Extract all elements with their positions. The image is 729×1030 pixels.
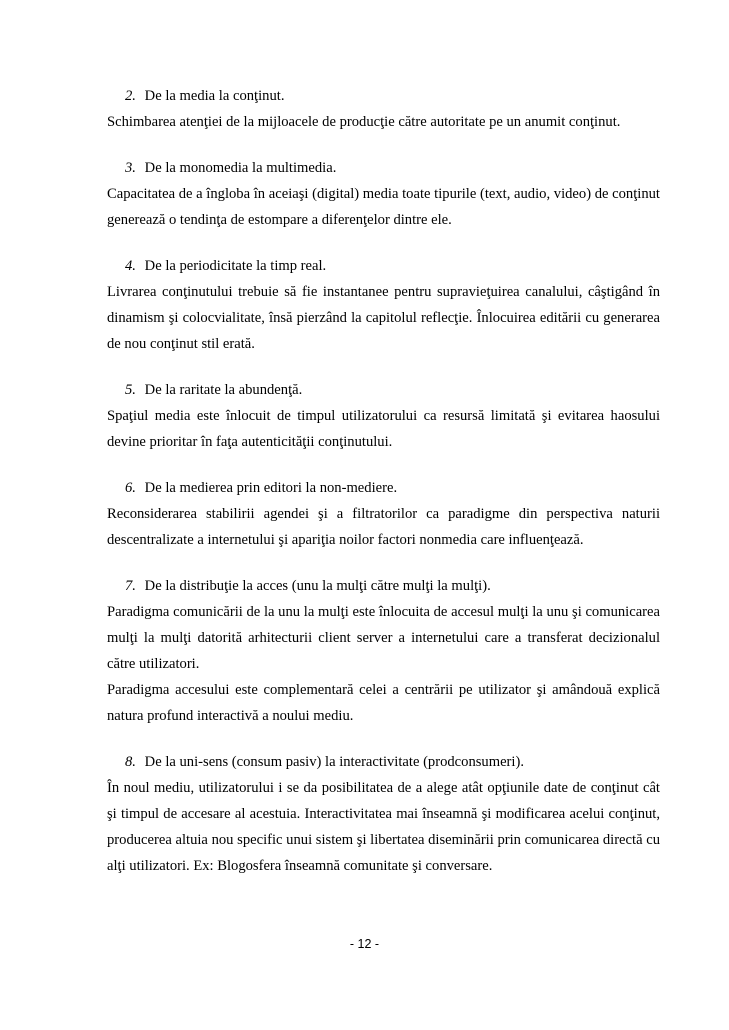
section-title: De la raritate la abundenţă. bbox=[144, 382, 303, 398]
section-number: 2. bbox=[125, 88, 136, 104]
section-title: De la medierea prin editori la non-mediere. bbox=[144, 480, 398, 496]
section-paragraph: Paradigma accesului este complementară celei a centrării pe utilizator şi amândouă explică natura profund interactivă a noului mediu. bbox=[107, 682, 660, 724]
section-5 bbox=[107, 378, 660, 455]
section-heading bbox=[107, 574, 660, 599]
section-title: De la monomedia la multimedia. bbox=[144, 160, 337, 176]
section-heading bbox=[107, 84, 660, 109]
section-heading bbox=[107, 476, 660, 501]
section-2 bbox=[107, 84, 660, 135]
section-number: 4. bbox=[125, 258, 136, 274]
section-number: 8. bbox=[125, 754, 136, 770]
section-number: 7. bbox=[125, 578, 136, 594]
section-paragraph: Reconsiderarea stabilirii agendei şi a filtratorilor ca paradigme din perspectiva naturii descentralizate a internetului şi apariţia noilor factori nonmedia care influenţează. bbox=[107, 506, 660, 548]
section-3 bbox=[107, 156, 660, 233]
section-number: 6. bbox=[125, 480, 136, 496]
section-paragraph: În noul mediu, utilizatorului i se da posibilitatea de a alege atât opţiunile date de conţinut cât şi timpul de accesare al acestuia. Interactivitatea mai înseamnă şi modificarea acelui conţinut, producerea altuia nou specific unui sistem şi libertatea diseminării prin comunicarea directă cu alţi utilizatori. Ex: Blogosfera înseamnă comunitate şi conversare. bbox=[107, 780, 660, 874]
section-paragraph: Spaţiul media este înlocuit de timpul utilizatorului ca resursă limitată şi evitarea haosului devine prioritar în faţa autenticităţii conţinutului. bbox=[107, 408, 660, 450]
document-body bbox=[107, 84, 660, 900]
section-title: De la distribuţie la acces (unu la mulţi către mulţi la mulţi). bbox=[144, 578, 491, 594]
section-title: De la uni-sens (consum pasiv) la interactivitate (prodconsumeri). bbox=[144, 754, 524, 770]
section-title: De la periodicitate la timp real. bbox=[144, 258, 327, 274]
section-paragraph: Schimbarea atenţiei de la mijloacele de producţie către autoritate pe un anumit conţinut. bbox=[107, 114, 621, 130]
section-heading bbox=[107, 750, 660, 775]
section-7 bbox=[107, 574, 660, 729]
section-paragraph: Capacitatea de a îngloba în aceiaşi (digital) media toate tipurile (text, audio, video) de conţinut generează o tendinţa de estompare a diferenţelor dintre ele. bbox=[107, 186, 660, 228]
section-4 bbox=[107, 254, 660, 357]
section-8 bbox=[107, 750, 660, 879]
section-6 bbox=[107, 476, 660, 553]
section-paragraph: Paradigma comunicării de la unu la mulţi este înlocuita de accesul mulţi la unu şi comunicarea mulţi la mulţi datorită arhitecturii client server a internetului care a transferat decizionalul către utilizatori. bbox=[107, 604, 660, 672]
page-number: - 12 - bbox=[349, 937, 380, 951]
section-number: 5. bbox=[125, 382, 136, 398]
section-title: De la media la conţinut. bbox=[144, 88, 285, 104]
section-paragraph: Livrarea conţinutului trebuie să fie instantanee pentru supravieţuirea canalului, câştigând în dinamism şi colocvialitate, însă pierzând la capitolul reflecţie. Înlocuirea editării cu generarea de nou conţinut stil erată. bbox=[107, 284, 660, 352]
section-heading bbox=[107, 378, 660, 403]
section-number: 3. bbox=[125, 160, 136, 176]
section-heading bbox=[107, 156, 660, 181]
section-heading bbox=[107, 254, 660, 279]
